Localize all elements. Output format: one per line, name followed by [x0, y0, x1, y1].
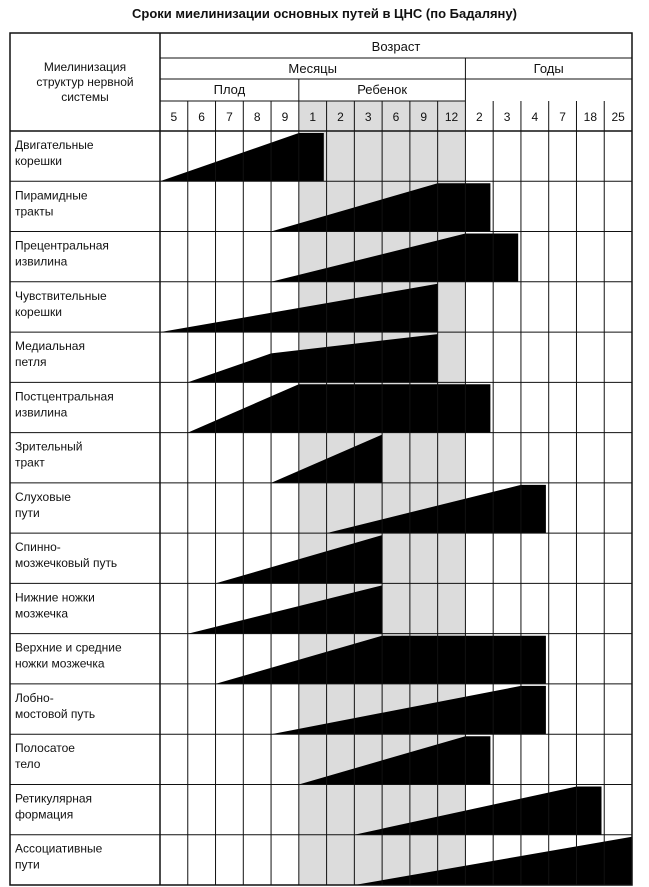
column-tick-label: 18 — [583, 110, 598, 124]
row-label: корешки — [15, 154, 62, 168]
row-label: извилина — [15, 254, 68, 269]
row-label: Нижние ножки — [15, 590, 95, 605]
row-label: петля — [15, 355, 47, 370]
column-tick-label: 2 — [337, 110, 344, 124]
page-title: Сроки миелинизации основных путей в ЦНС (по Бадаляну) — [132, 6, 517, 21]
column-tick-label: 7 — [226, 110, 233, 124]
column-tick-label: 9 — [420, 110, 428, 124]
child-header: Ребенок — [357, 82, 408, 97]
row-label: мозжечковый путь — [15, 556, 118, 571]
row-label: Слуховые — [15, 489, 71, 504]
row-label: Ассоциативные — [15, 841, 103, 856]
row-label: корешки — [15, 304, 62, 319]
row-label: Спинно- — [15, 540, 61, 555]
column-tick-label: 25 — [611, 110, 625, 124]
column-tick-label: 6 — [198, 110, 205, 124]
row-label: извилина — [15, 405, 68, 420]
row-label: мостовой путь — [15, 706, 96, 721]
row-label: мозжечка — [15, 606, 69, 621]
row-label: Верхние и средние — [15, 640, 122, 655]
row-label: ножки мозжечка — [15, 656, 105, 671]
row-label: Ретикулярная — [15, 791, 93, 806]
fetus-header: Плод — [213, 82, 246, 97]
row-label: тракт — [15, 455, 45, 470]
years-header: Годы — [533, 61, 564, 76]
row-label: тракты — [15, 204, 54, 219]
column-tick-label: 4 — [531, 110, 539, 124]
column-tick-label: 3 — [364, 110, 372, 124]
row-label: Прецентральная — [15, 238, 109, 253]
row-label: Пирамидные — [15, 188, 88, 203]
myelination-wedge — [216, 636, 546, 684]
column-tick-label: 5 — [170, 110, 178, 124]
row-label-header: системы — [61, 90, 109, 104]
row-label: Двигательные — [15, 138, 94, 152]
row-label: тело — [15, 757, 41, 772]
row-label: пути — [15, 505, 40, 520]
row-label: пути — [15, 857, 40, 872]
row-label: Полосатое — [15, 741, 75, 756]
row-label: Лобно- — [15, 690, 54, 705]
myelination-wedge — [188, 384, 491, 432]
row-label: Чувствительные — [15, 288, 107, 303]
row-label-header: Миелинизация — [43, 60, 127, 74]
column-tick-label: 7 — [559, 110, 566, 124]
column-tick-label: 6 — [392, 110, 400, 124]
row-label: формация — [15, 807, 74, 822]
column-tick-label: 12 — [444, 110, 459, 124]
column-tick-label: 1 — [309, 110, 317, 124]
months-header: Месяцы — [288, 61, 337, 76]
column-tick-label: 8 — [253, 110, 261, 124]
column-tick-label: 9 — [281, 110, 289, 124]
row-label-header: структур нервной — [36, 75, 134, 89]
myelination-wedge — [188, 585, 382, 633]
row-label: Зрительный — [15, 439, 83, 454]
row-label: Постцентральная — [15, 389, 114, 404]
column-tick-label: 3 — [503, 110, 511, 124]
row-label: Медиальная — [15, 339, 85, 354]
column-tick-label: 2 — [475, 110, 483, 124]
age-header: Возраст — [371, 39, 421, 54]
